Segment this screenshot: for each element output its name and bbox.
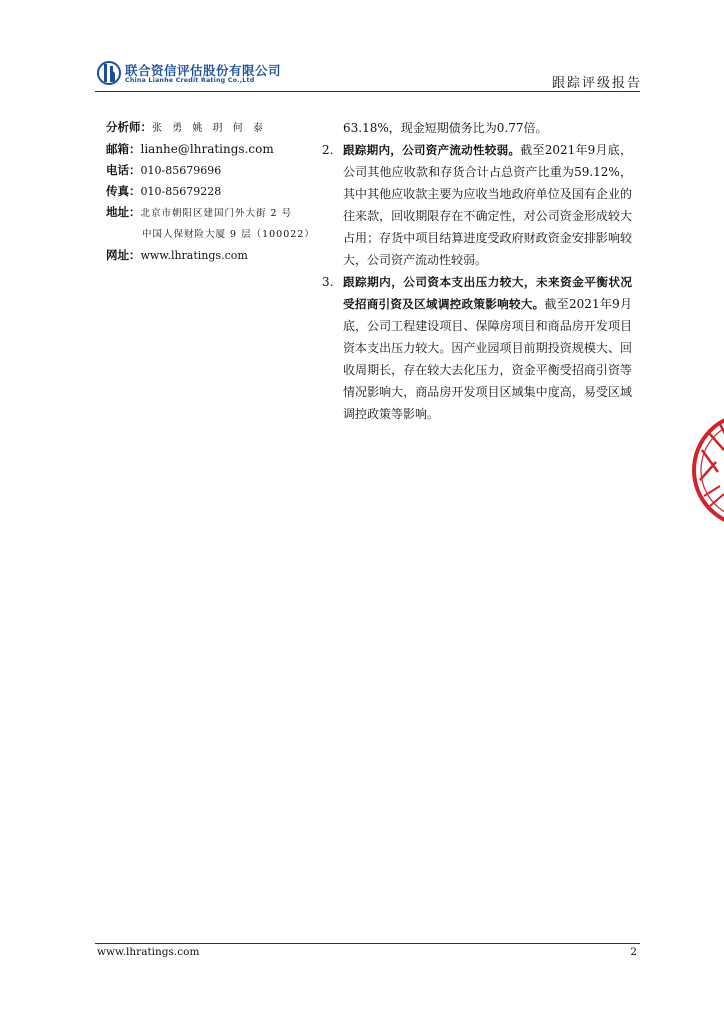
email-row (106, 139, 316, 160)
phone-value: 010-85679696 (140, 164, 222, 177)
risk-factors-column (322, 117, 632, 425)
item-title: 跟踪期内，公司资本支出压力较大，未来资金平衡状况受招商引资及区域调控政策影响较大。 (343, 275, 632, 311)
email-value[interactable]: lianhe@lhratings.com (140, 142, 274, 156)
analyst-names: 张 勇 姚 玥 何 泰 (152, 123, 267, 134)
fax-value: 010-85679228 (140, 185, 222, 198)
analyst-contact-block (106, 117, 316, 266)
phone-row (106, 160, 316, 181)
item-body: 截至2021年9月底，公司工程建设项目、保障房项目和商品房开发项目资本支出压力较大。因产业园项目前期投资规模大、回收周期长，存在较大去化压力，资金平衡受招商引资等情况影响大，商品房开发项目区域集中度高，易受区域调控政策等影响。 (343, 297, 632, 421)
logo-cn-text: 联合资信评估股份有限公司 (125, 63, 282, 78)
footer-website[interactable]: www.lhratings.com (97, 946, 200, 958)
analyst-row (106, 117, 316, 139)
item-title: 跟踪期内，公司资产流动性较弱。 (343, 143, 521, 157)
fax-label: 传真： (106, 184, 141, 198)
risk-item-3 (322, 271, 632, 425)
logo-en-text: China Lianhe Credit Rating Co.,Ltd (125, 77, 255, 84)
footer-divider (95, 943, 640, 944)
risk-item-2 (322, 139, 632, 271)
fax-row (106, 181, 316, 202)
lianhe-logo-icon (97, 60, 121, 86)
company-logo (97, 60, 297, 90)
address-row (106, 202, 316, 224)
address-line-1: 北京市朝阳区建国门外大街 2 号 (140, 208, 293, 219)
item-body: 截至2021年9月底，公司其他应收款和存货合计占总资产比重为59.12%，其中其他应收款主要为应收当地政府单位及国有企业的往来款，回收期限存在不确定性，对公司资金形成较大占用；存货中项目结算进度受政府财政资金安排影响较大，公司资产流动性较弱。 (343, 143, 632, 267)
continued-paragraph: 63.18%，现金短期债务比为0.77倍。 (343, 121, 548, 135)
item-number: 3. (322, 275, 334, 289)
company-seal-icon (690, 410, 724, 530)
address-label: 地址： (106, 205, 141, 219)
email-label: 邮箱： (106, 142, 141, 156)
address-line-2: 中国人保财险大厦 9 层（100022） (142, 229, 315, 240)
page-number: 2 (630, 946, 637, 958)
analyst-label: 分析师： (106, 120, 152, 134)
item-number: 2. (322, 143, 334, 157)
website-value[interactable]: www.lhratings.com (140, 249, 248, 262)
report-type-title: 跟踪评级报告 (551, 76, 642, 91)
website-row (106, 245, 316, 266)
header-divider (95, 91, 640, 92)
website-label: 网址： (106, 248, 141, 262)
phone-label: 电话： (106, 163, 141, 177)
